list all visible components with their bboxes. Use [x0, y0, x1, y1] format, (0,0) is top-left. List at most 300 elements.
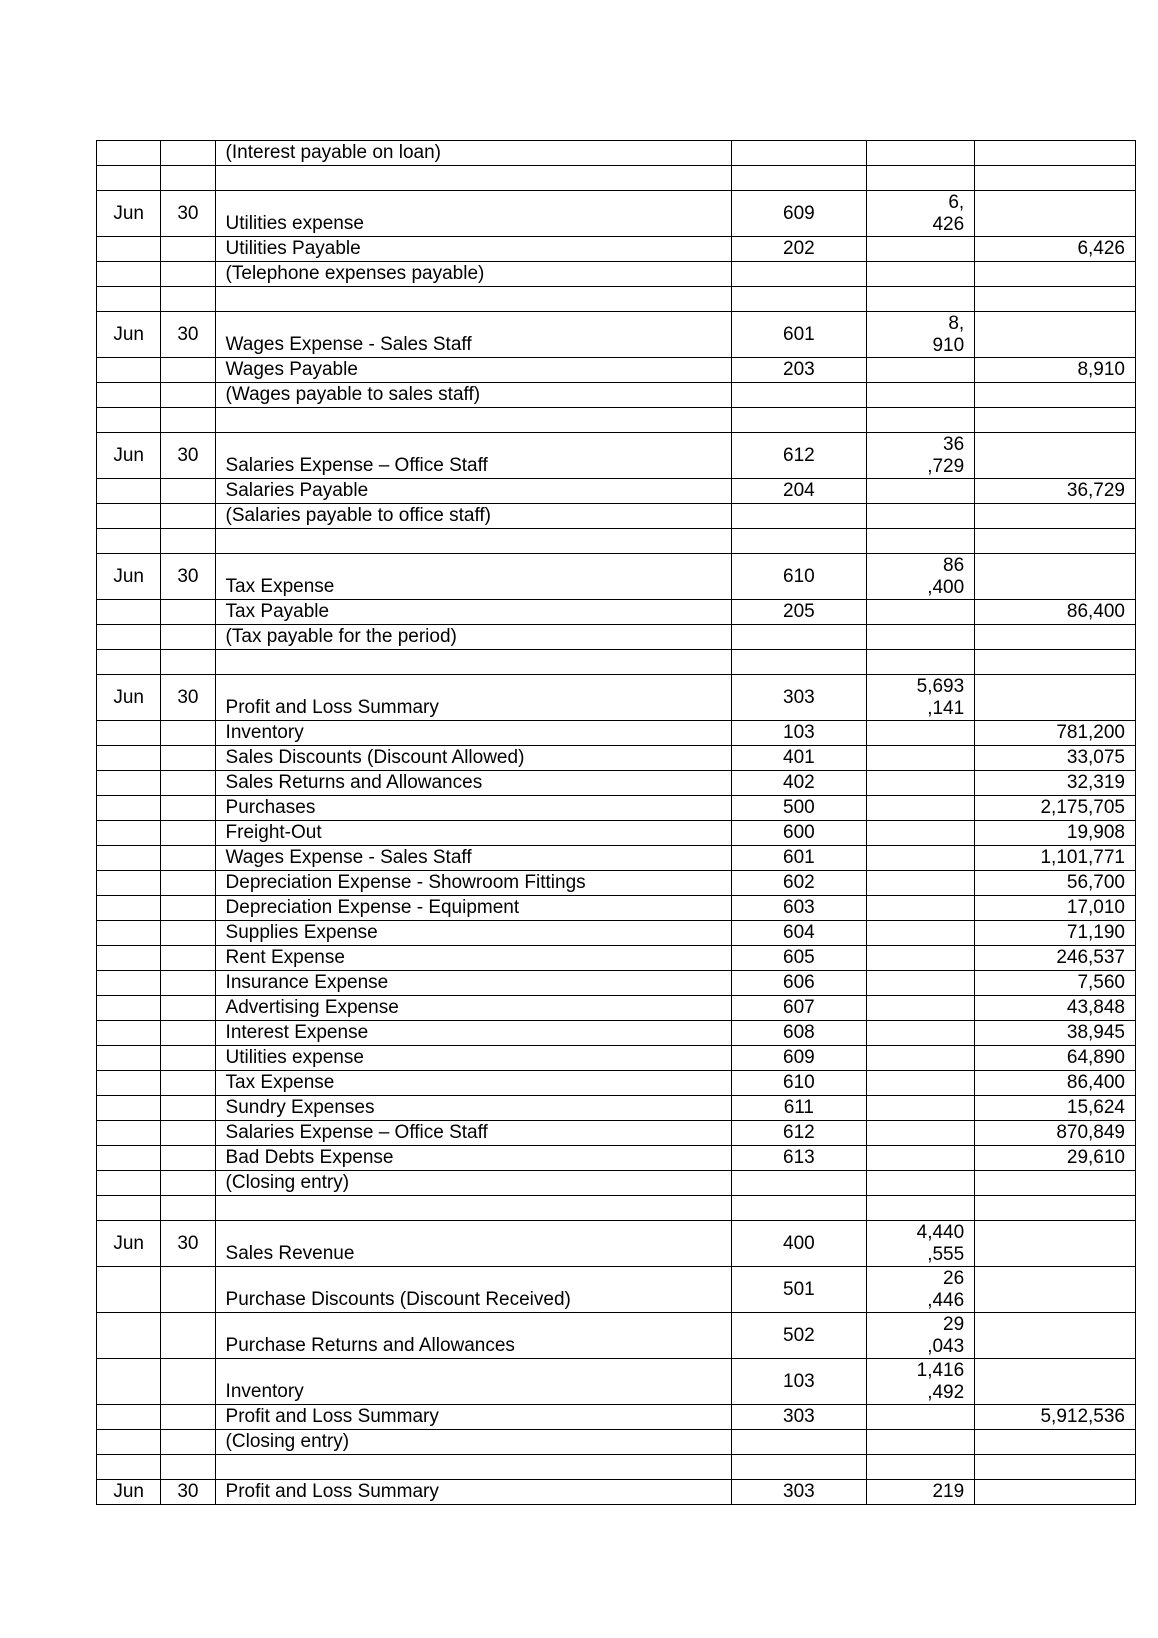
debit-amount: [866, 141, 975, 166]
debit-amount: [866, 946, 975, 971]
account-description: [215, 166, 731, 191]
entry-day: [161, 1021, 215, 1046]
entry-day: 30: [161, 1480, 215, 1505]
entry-month: [97, 504, 161, 529]
account-description: Profit and Loss Summary: [215, 1405, 731, 1430]
entry-month: Jun: [97, 1480, 161, 1505]
journal-row: [97, 1146, 1136, 1171]
account-ref: 613: [732, 1146, 867, 1171]
account-ref: [732, 1430, 867, 1455]
journal-row: [97, 554, 1136, 600]
credit-amount: [975, 504, 1136, 529]
debit-amount: 5,693 ,141: [866, 675, 975, 721]
debit-amount: [866, 1146, 975, 1171]
journal-row: [97, 166, 1136, 191]
journal-row: [97, 141, 1136, 166]
debit-amount: [866, 1021, 975, 1046]
entry-month: [97, 1405, 161, 1430]
entry-month: [97, 1171, 161, 1196]
journal-row: [97, 1455, 1136, 1480]
account-ref: 606: [732, 971, 867, 996]
account-ref: 612: [732, 1121, 867, 1146]
account-ref: 204: [732, 479, 867, 504]
credit-amount: 7,560: [975, 971, 1136, 996]
entry-month: [97, 625, 161, 650]
entry-day: [161, 921, 215, 946]
debit-amount: [866, 921, 975, 946]
entry-day: [161, 141, 215, 166]
account-ref: 609: [732, 1046, 867, 1071]
account-description: Rent Expense: [215, 946, 731, 971]
credit-amount: [975, 650, 1136, 675]
entry-month: Jun: [97, 1221, 161, 1267]
entry-month: [97, 796, 161, 821]
account-description: [215, 529, 731, 554]
debit-amount: [866, 1455, 975, 1480]
account-description: Purchase Returns and Allowances: [215, 1313, 731, 1359]
entry-day: [161, 1359, 215, 1405]
account-description: (Interest payable on loan): [215, 141, 731, 166]
entry-month: Jun: [97, 554, 161, 600]
account-ref: 303: [732, 675, 867, 721]
entry-day: 30: [161, 312, 215, 358]
entry-day: [161, 771, 215, 796]
entry-day: [161, 1121, 215, 1146]
account-ref: 202: [732, 237, 867, 262]
account-ref: [732, 408, 867, 433]
entry-month: [97, 1021, 161, 1046]
entry-month: [97, 946, 161, 971]
account-description: (Telephone expenses payable): [215, 262, 731, 287]
journal-row: [97, 408, 1136, 433]
account-description: (Closing entry): [215, 1430, 731, 1455]
debit-amount: [866, 871, 975, 896]
debit-amount: [866, 650, 975, 675]
account-ref: 303: [732, 1405, 867, 1430]
account-description: [215, 1455, 731, 1480]
credit-amount: 86,400: [975, 600, 1136, 625]
entry-month: [97, 921, 161, 946]
credit-amount: 17,010: [975, 896, 1136, 921]
account-description: Tax Payable: [215, 600, 731, 625]
account-ref: 400: [732, 1221, 867, 1267]
debit-amount: [866, 1430, 975, 1455]
journal-row: [97, 1267, 1136, 1313]
entry-day: 30: [161, 554, 215, 600]
entry-month: [97, 262, 161, 287]
account-description: Salaries Expense – Office Staff: [215, 433, 731, 479]
account-ref: [732, 383, 867, 408]
account-description: Sales Revenue: [215, 1221, 731, 1267]
account-ref: 502: [732, 1313, 867, 1359]
account-ref: 501: [732, 1267, 867, 1313]
entry-day: [161, 1405, 215, 1430]
account-ref: 602: [732, 871, 867, 896]
account-description: Insurance Expense: [215, 971, 731, 996]
account-description: Wages Payable: [215, 358, 731, 383]
entry-day: [161, 1046, 215, 1071]
entry-month: Jun: [97, 433, 161, 479]
credit-amount: [975, 1359, 1136, 1405]
account-description: (Wages payable to sales staff): [215, 383, 731, 408]
journal-row: [97, 1480, 1136, 1505]
journal-row: [97, 721, 1136, 746]
debit-amount: 36 ,729: [866, 433, 975, 479]
credit-amount: 29,610: [975, 1146, 1136, 1171]
debit-amount: [866, 721, 975, 746]
account-description: Inventory: [215, 721, 731, 746]
debit-amount: [866, 1405, 975, 1430]
journal-row: [97, 433, 1136, 479]
journal-row: [97, 625, 1136, 650]
account-description: Salaries Payable: [215, 479, 731, 504]
journal-row: [97, 846, 1136, 871]
journal-row: [97, 871, 1136, 896]
credit-amount: 246,537: [975, 946, 1136, 971]
account-description: Sales Discounts (Discount Allowed): [215, 746, 731, 771]
entry-day: [161, 166, 215, 191]
debit-amount: 219: [866, 1480, 975, 1505]
entry-month: Jun: [97, 312, 161, 358]
debit-amount: [866, 287, 975, 312]
account-ref: 600: [732, 821, 867, 846]
credit-amount: 43,848: [975, 996, 1136, 1021]
entry-day: [161, 262, 215, 287]
credit-amount: [975, 1430, 1136, 1455]
entry-month: [97, 358, 161, 383]
entry-month: [97, 1267, 161, 1313]
entry-month: [97, 408, 161, 433]
credit-amount: 71,190: [975, 921, 1136, 946]
credit-amount: [975, 1313, 1136, 1359]
debit-amount: [866, 1171, 975, 1196]
entry-month: [97, 383, 161, 408]
entry-day: [161, 971, 215, 996]
journal-row: [97, 946, 1136, 971]
account-ref: 500: [732, 796, 867, 821]
entry-month: [97, 141, 161, 166]
entry-month: [97, 166, 161, 191]
credit-amount: [975, 625, 1136, 650]
credit-amount: [975, 408, 1136, 433]
account-description: Depreciation Expense - Showroom Fittings: [215, 871, 731, 896]
account-description: Profit and Loss Summary: [215, 675, 731, 721]
account-ref: [732, 287, 867, 312]
journal-row: [97, 312, 1136, 358]
account-ref: [732, 650, 867, 675]
debit-amount: [866, 1096, 975, 1121]
journal-row: [97, 1171, 1136, 1196]
journal-row: [97, 504, 1136, 529]
credit-amount: [975, 1267, 1136, 1313]
entry-day: [161, 383, 215, 408]
journal-row: [97, 600, 1136, 625]
account-ref: [732, 1171, 867, 1196]
debit-amount: [866, 996, 975, 1021]
account-description: Depreciation Expense - Equipment: [215, 896, 731, 921]
debit-amount: [866, 529, 975, 554]
account-description: (Closing entry): [215, 1171, 731, 1196]
credit-amount: 86,400: [975, 1071, 1136, 1096]
entry-day: 30: [161, 675, 215, 721]
entry-day: [161, 746, 215, 771]
entry-month: [97, 996, 161, 1021]
account-description: Utilities expense: [215, 1046, 731, 1071]
credit-amount: [975, 1171, 1136, 1196]
debit-amount: [866, 1196, 975, 1221]
journal-row: [97, 896, 1136, 921]
journal-row: [97, 358, 1136, 383]
entry-day: [161, 871, 215, 896]
account-description: Freight-Out: [215, 821, 731, 846]
entry-day: [161, 1430, 215, 1455]
journal-row: [97, 971, 1136, 996]
credit-amount: [975, 262, 1136, 287]
entry-month: [97, 746, 161, 771]
entry-month: [97, 1455, 161, 1480]
entry-day: 30: [161, 191, 215, 237]
entry-month: [97, 479, 161, 504]
journal-row: [97, 479, 1136, 504]
entry-day: [161, 408, 215, 433]
debit-amount: [866, 796, 975, 821]
credit-amount: [975, 554, 1136, 600]
account-ref: 303: [732, 1480, 867, 1505]
journal-row: [97, 1405, 1136, 1430]
entry-month: [97, 846, 161, 871]
account-ref: 612: [732, 433, 867, 479]
entry-day: 30: [161, 1221, 215, 1267]
credit-amount: 38,945: [975, 1021, 1136, 1046]
entry-month: Jun: [97, 191, 161, 237]
account-description: Profit and Loss Summary: [215, 1480, 731, 1505]
entry-month: [97, 1196, 161, 1221]
entry-day: [161, 650, 215, 675]
entry-month: [97, 529, 161, 554]
entry-day: [161, 996, 215, 1021]
entry-day: [161, 1071, 215, 1096]
entry-month: [97, 600, 161, 625]
entry-month: [97, 1121, 161, 1146]
credit-amount: [975, 1480, 1136, 1505]
account-ref: [732, 166, 867, 191]
entry-day: [161, 600, 215, 625]
entry-day: [161, 287, 215, 312]
account-ref: [732, 1196, 867, 1221]
entry-month: [97, 1313, 161, 1359]
account-description: Wages Expense - Sales Staff: [215, 312, 731, 358]
entry-month: [97, 971, 161, 996]
debit-amount: 29 ,043: [866, 1313, 975, 1359]
journal-row: [97, 921, 1136, 946]
credit-amount: [975, 433, 1136, 479]
journal-row: [97, 237, 1136, 262]
credit-amount: 19,908: [975, 821, 1136, 846]
credit-amount: [975, 1455, 1136, 1480]
account-description: [215, 287, 731, 312]
entry-day: 30: [161, 433, 215, 479]
account-description: Sales Returns and Allowances: [215, 771, 731, 796]
debit-amount: [866, 408, 975, 433]
entry-day: [161, 504, 215, 529]
entry-day: [161, 796, 215, 821]
journal-row: [97, 287, 1136, 312]
journal-row: [97, 262, 1136, 287]
credit-amount: [975, 191, 1136, 237]
credit-amount: [975, 141, 1136, 166]
account-description: Purchases: [215, 796, 731, 821]
debit-amount: [866, 1046, 975, 1071]
account-description: Advertising Expense: [215, 996, 731, 1021]
credit-amount: 36,729: [975, 479, 1136, 504]
entry-month: [97, 896, 161, 921]
account-ref: [732, 625, 867, 650]
account-description: Tax Expense: [215, 1071, 731, 1096]
debit-amount: [866, 600, 975, 625]
credit-amount: 8,910: [975, 358, 1136, 383]
debit-amount: [866, 771, 975, 796]
account-ref: 610: [732, 554, 867, 600]
entry-day: [161, 479, 215, 504]
entry-month: [97, 771, 161, 796]
account-description: Salaries Expense – Office Staff: [215, 1121, 731, 1146]
account-ref: [732, 141, 867, 166]
credit-amount: 32,319: [975, 771, 1136, 796]
entry-month: [97, 1146, 161, 1171]
credit-amount: [975, 312, 1136, 358]
credit-amount: 5,912,536: [975, 1405, 1136, 1430]
debit-amount: [866, 1121, 975, 1146]
account-description: Supplies Expense: [215, 921, 731, 946]
debit-amount: [866, 821, 975, 846]
entry-month: Jun: [97, 675, 161, 721]
account-ref: [732, 504, 867, 529]
debit-amount: 8, 910: [866, 312, 975, 358]
account-description: [215, 408, 731, 433]
entry-month: [97, 721, 161, 746]
journal-row: [97, 650, 1136, 675]
entry-day: [161, 358, 215, 383]
account-description: [215, 1196, 731, 1221]
credit-amount: [975, 675, 1136, 721]
debit-amount: [866, 383, 975, 408]
journal-row: [97, 191, 1136, 237]
account-ref: 608: [732, 1021, 867, 1046]
entry-month: [97, 1071, 161, 1096]
debit-amount: [866, 479, 975, 504]
credit-amount: [975, 529, 1136, 554]
journal-row: [97, 1196, 1136, 1221]
debit-amount: 86 ,400: [866, 554, 975, 600]
debit-amount: [866, 504, 975, 529]
debit-amount: [866, 625, 975, 650]
account-description: (Tax payable for the period): [215, 625, 731, 650]
account-description: Purchase Discounts (Discount Received): [215, 1267, 731, 1313]
account-description: Wages Expense - Sales Staff: [215, 846, 731, 871]
entry-month: [97, 237, 161, 262]
account-description: [215, 650, 731, 675]
journal-row: [97, 1430, 1136, 1455]
account-description: Bad Debts Expense: [215, 1146, 731, 1171]
debit-amount: [866, 896, 975, 921]
journal-row: [97, 1221, 1136, 1267]
account-ref: 604: [732, 921, 867, 946]
credit-amount: 64,890: [975, 1046, 1136, 1071]
account-ref: 402: [732, 771, 867, 796]
entry-day: [161, 237, 215, 262]
account-ref: 605: [732, 946, 867, 971]
debit-amount: [866, 1071, 975, 1096]
journal-row: [97, 1359, 1136, 1405]
journal-row: [97, 1021, 1136, 1046]
account-ref: 205: [732, 600, 867, 625]
credit-amount: 33,075: [975, 746, 1136, 771]
account-description: Sundry Expenses: [215, 1096, 731, 1121]
account-ref: 603: [732, 896, 867, 921]
general-journal-table: [96, 140, 1136, 1505]
debit-amount: 4,440 ,555: [866, 1221, 975, 1267]
debit-amount: [866, 971, 975, 996]
entry-day: [161, 721, 215, 746]
entry-month: [97, 871, 161, 896]
journal-row: [97, 1121, 1136, 1146]
entry-month: [97, 1430, 161, 1455]
credit-amount: 781,200: [975, 721, 1136, 746]
entry-day: [161, 821, 215, 846]
journal-row: [97, 1071, 1136, 1096]
journal-row: [97, 821, 1136, 846]
account-ref: [732, 529, 867, 554]
account-ref: 103: [732, 1359, 867, 1405]
journal-row: [97, 675, 1136, 721]
journal-body: [97, 141, 1136, 1505]
entry-day: [161, 946, 215, 971]
credit-amount: 6,426: [975, 237, 1136, 262]
journal-row: [97, 1313, 1136, 1359]
account-description: Interest Expense: [215, 1021, 731, 1046]
credit-amount: 2,175,705: [975, 796, 1136, 821]
account-ref: 611: [732, 1096, 867, 1121]
debit-amount: 26 ,446: [866, 1267, 975, 1313]
credit-amount: 15,624: [975, 1096, 1136, 1121]
account-ref: 601: [732, 312, 867, 358]
entry-month: [97, 1359, 161, 1405]
account-description: (Salaries payable to office staff): [215, 504, 731, 529]
entry-day: [161, 625, 215, 650]
account-ref: 401: [732, 746, 867, 771]
credit-amount: 870,849: [975, 1121, 1136, 1146]
journal-row: [97, 1046, 1136, 1071]
journal-row: [97, 1096, 1136, 1121]
credit-amount: 1,101,771: [975, 846, 1136, 871]
entry-day: [161, 846, 215, 871]
credit-amount: [975, 287, 1136, 312]
debit-amount: [866, 746, 975, 771]
entry-day: [161, 1455, 215, 1480]
account-description: Tax Expense: [215, 554, 731, 600]
debit-amount: 6, 426: [866, 191, 975, 237]
account-description: Inventory: [215, 1359, 731, 1405]
entry-day: [161, 1096, 215, 1121]
account-ref: [732, 262, 867, 287]
entry-month: [97, 821, 161, 846]
entry-month: [97, 650, 161, 675]
account-ref: 103: [732, 721, 867, 746]
account-ref: 609: [732, 191, 867, 237]
account-description: Utilities Payable: [215, 237, 731, 262]
account-ref: 607: [732, 996, 867, 1021]
journal-row: [97, 796, 1136, 821]
